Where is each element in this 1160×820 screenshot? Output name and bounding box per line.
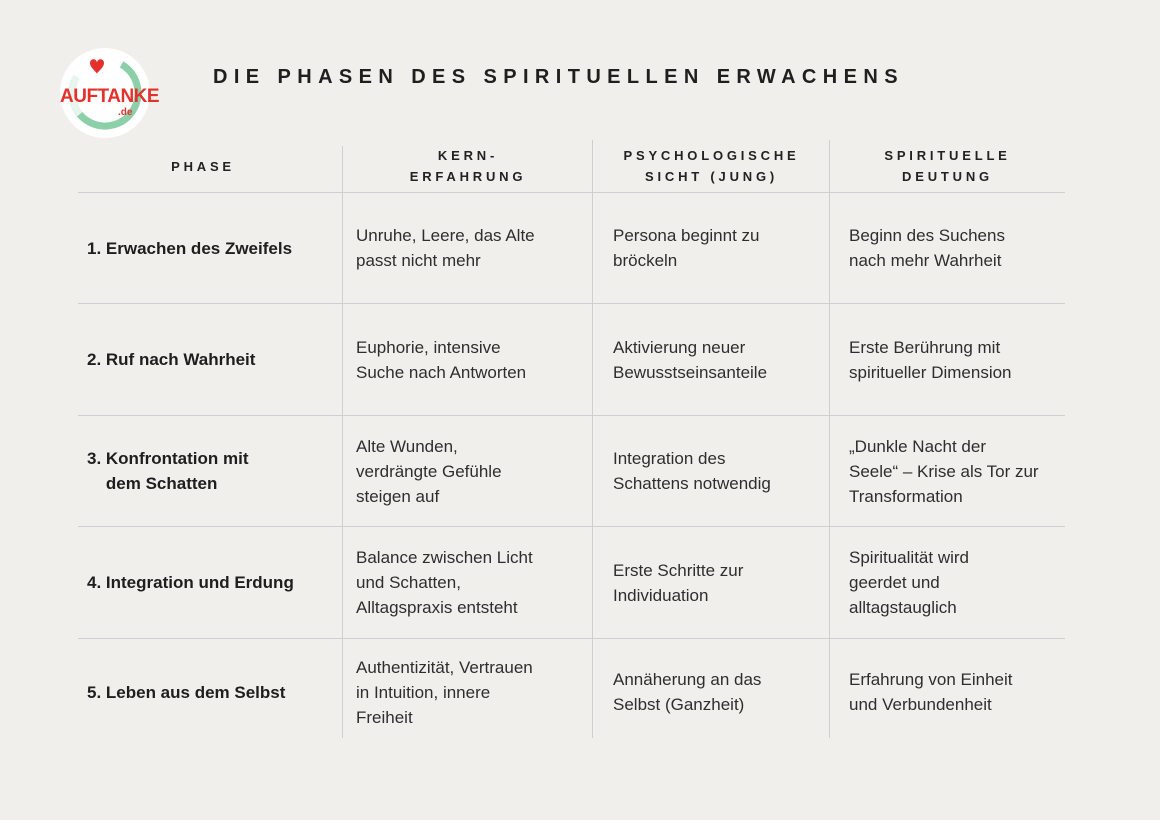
header-kern-label: KERN- ERFAHRUNG: [409, 148, 527, 184]
table-row-psych: [613, 527, 825, 638]
spirit-text: „Dunkle Nacht der Seele“ – Krise als Tor zur Transformation: [849, 436, 1039, 506]
table-row-psych: [613, 416, 825, 526]
spirit-text: Spiritualität wird geerdet und alltagstauglich: [849, 548, 969, 617]
table-row-psych: [613, 639, 825, 745]
page-title: DIE PHASEN DES SPIRITUELLEN ERWACHENS: [213, 66, 904, 88]
header-psych: [593, 140, 830, 192]
psych-text: Integration des Schattens notwendig: [613, 449, 771, 493]
spirit-text: Beginn des Suchens nach mehr Wahrheit: [849, 226, 1005, 270]
psych-text: Persona beginnt zu bröckeln: [613, 226, 760, 270]
table-row-phase: [87, 193, 337, 303]
phase-label: 5. Leben aus dem Selbst: [87, 682, 286, 702]
phase-label: 1. Erwachen des Zweifels: [87, 238, 293, 258]
table-row-spirit: [849, 416, 1065, 526]
table-row-phase: [87, 416, 337, 526]
table-row-psych: [613, 193, 825, 303]
kern-text: Balance zwischen Licht und Schatten, Alltagspraxis entsteht: [356, 548, 533, 617]
table-row-spirit: [849, 639, 1065, 745]
heart-icon: [90, 59, 104, 74]
table-row-phase: [87, 527, 337, 638]
header-spirit: [830, 140, 1065, 192]
phase-label: 3. Konfrontation mit dem Schatten: [87, 449, 249, 493]
table-row-spirit: [849, 304, 1065, 415]
column-divider: [829, 140, 830, 738]
header-phase: [78, 140, 328, 192]
kern-text: Euphorie, intensive Suche nach Antworten: [356, 337, 527, 382]
table-row-kern: [356, 193, 588, 303]
table-row-phase: [87, 304, 337, 415]
header-psych-label: PSYCHOLOGISCHE SICHT (JUNG): [623, 148, 800, 184]
header-phase-label: PHASE: [171, 158, 235, 174]
header-spirit-label: SPIRITUELLE DEUTUNG: [884, 148, 1011, 184]
kern-text: Authentizität, Vertrauen in Intuition, innere Freiheit: [356, 657, 533, 727]
table-row-psych: [613, 304, 825, 415]
table-row-kern: [356, 639, 588, 745]
kern-text: Unruhe, Leere, das Alte passt nicht mehr: [356, 226, 535, 270]
phase-label: 4. Integration und Erdung: [87, 573, 294, 592]
table-row-spirit: [849, 193, 1065, 303]
logo-domain: .de: [118, 107, 133, 118]
spirit-text: Erfahrung von Einheit und Verbundenheit: [849, 670, 1013, 714]
psych-text: Erste Schritte zur Individuation: [613, 560, 744, 605]
table-row-kern: [356, 416, 588, 526]
table-row-spirit: [849, 527, 1065, 638]
column-divider: [342, 146, 343, 738]
logo-text: AUFTANKE: [60, 86, 160, 107]
column-divider: [592, 140, 593, 738]
header-kern: [343, 140, 593, 192]
phase-label: 2. Ruf nach Wahrheit: [87, 350, 256, 369]
psych-text: Annäherung an das Selbst (Ganzheit): [613, 670, 762, 714]
table-row-phase: [87, 639, 337, 745]
psych-text: Aktivierung neuer Bewusstseinsanteile: [613, 337, 768, 382]
spirit-text: Erste Berührung mit spiritueller Dimension: [849, 337, 1012, 382]
table-row-kern: [356, 527, 588, 638]
auftanke-logo: [60, 48, 160, 138]
table-row-kern: [356, 304, 588, 415]
kern-text: Alte Wunden, verdrängte Gefühle steigen auf: [356, 436, 502, 506]
